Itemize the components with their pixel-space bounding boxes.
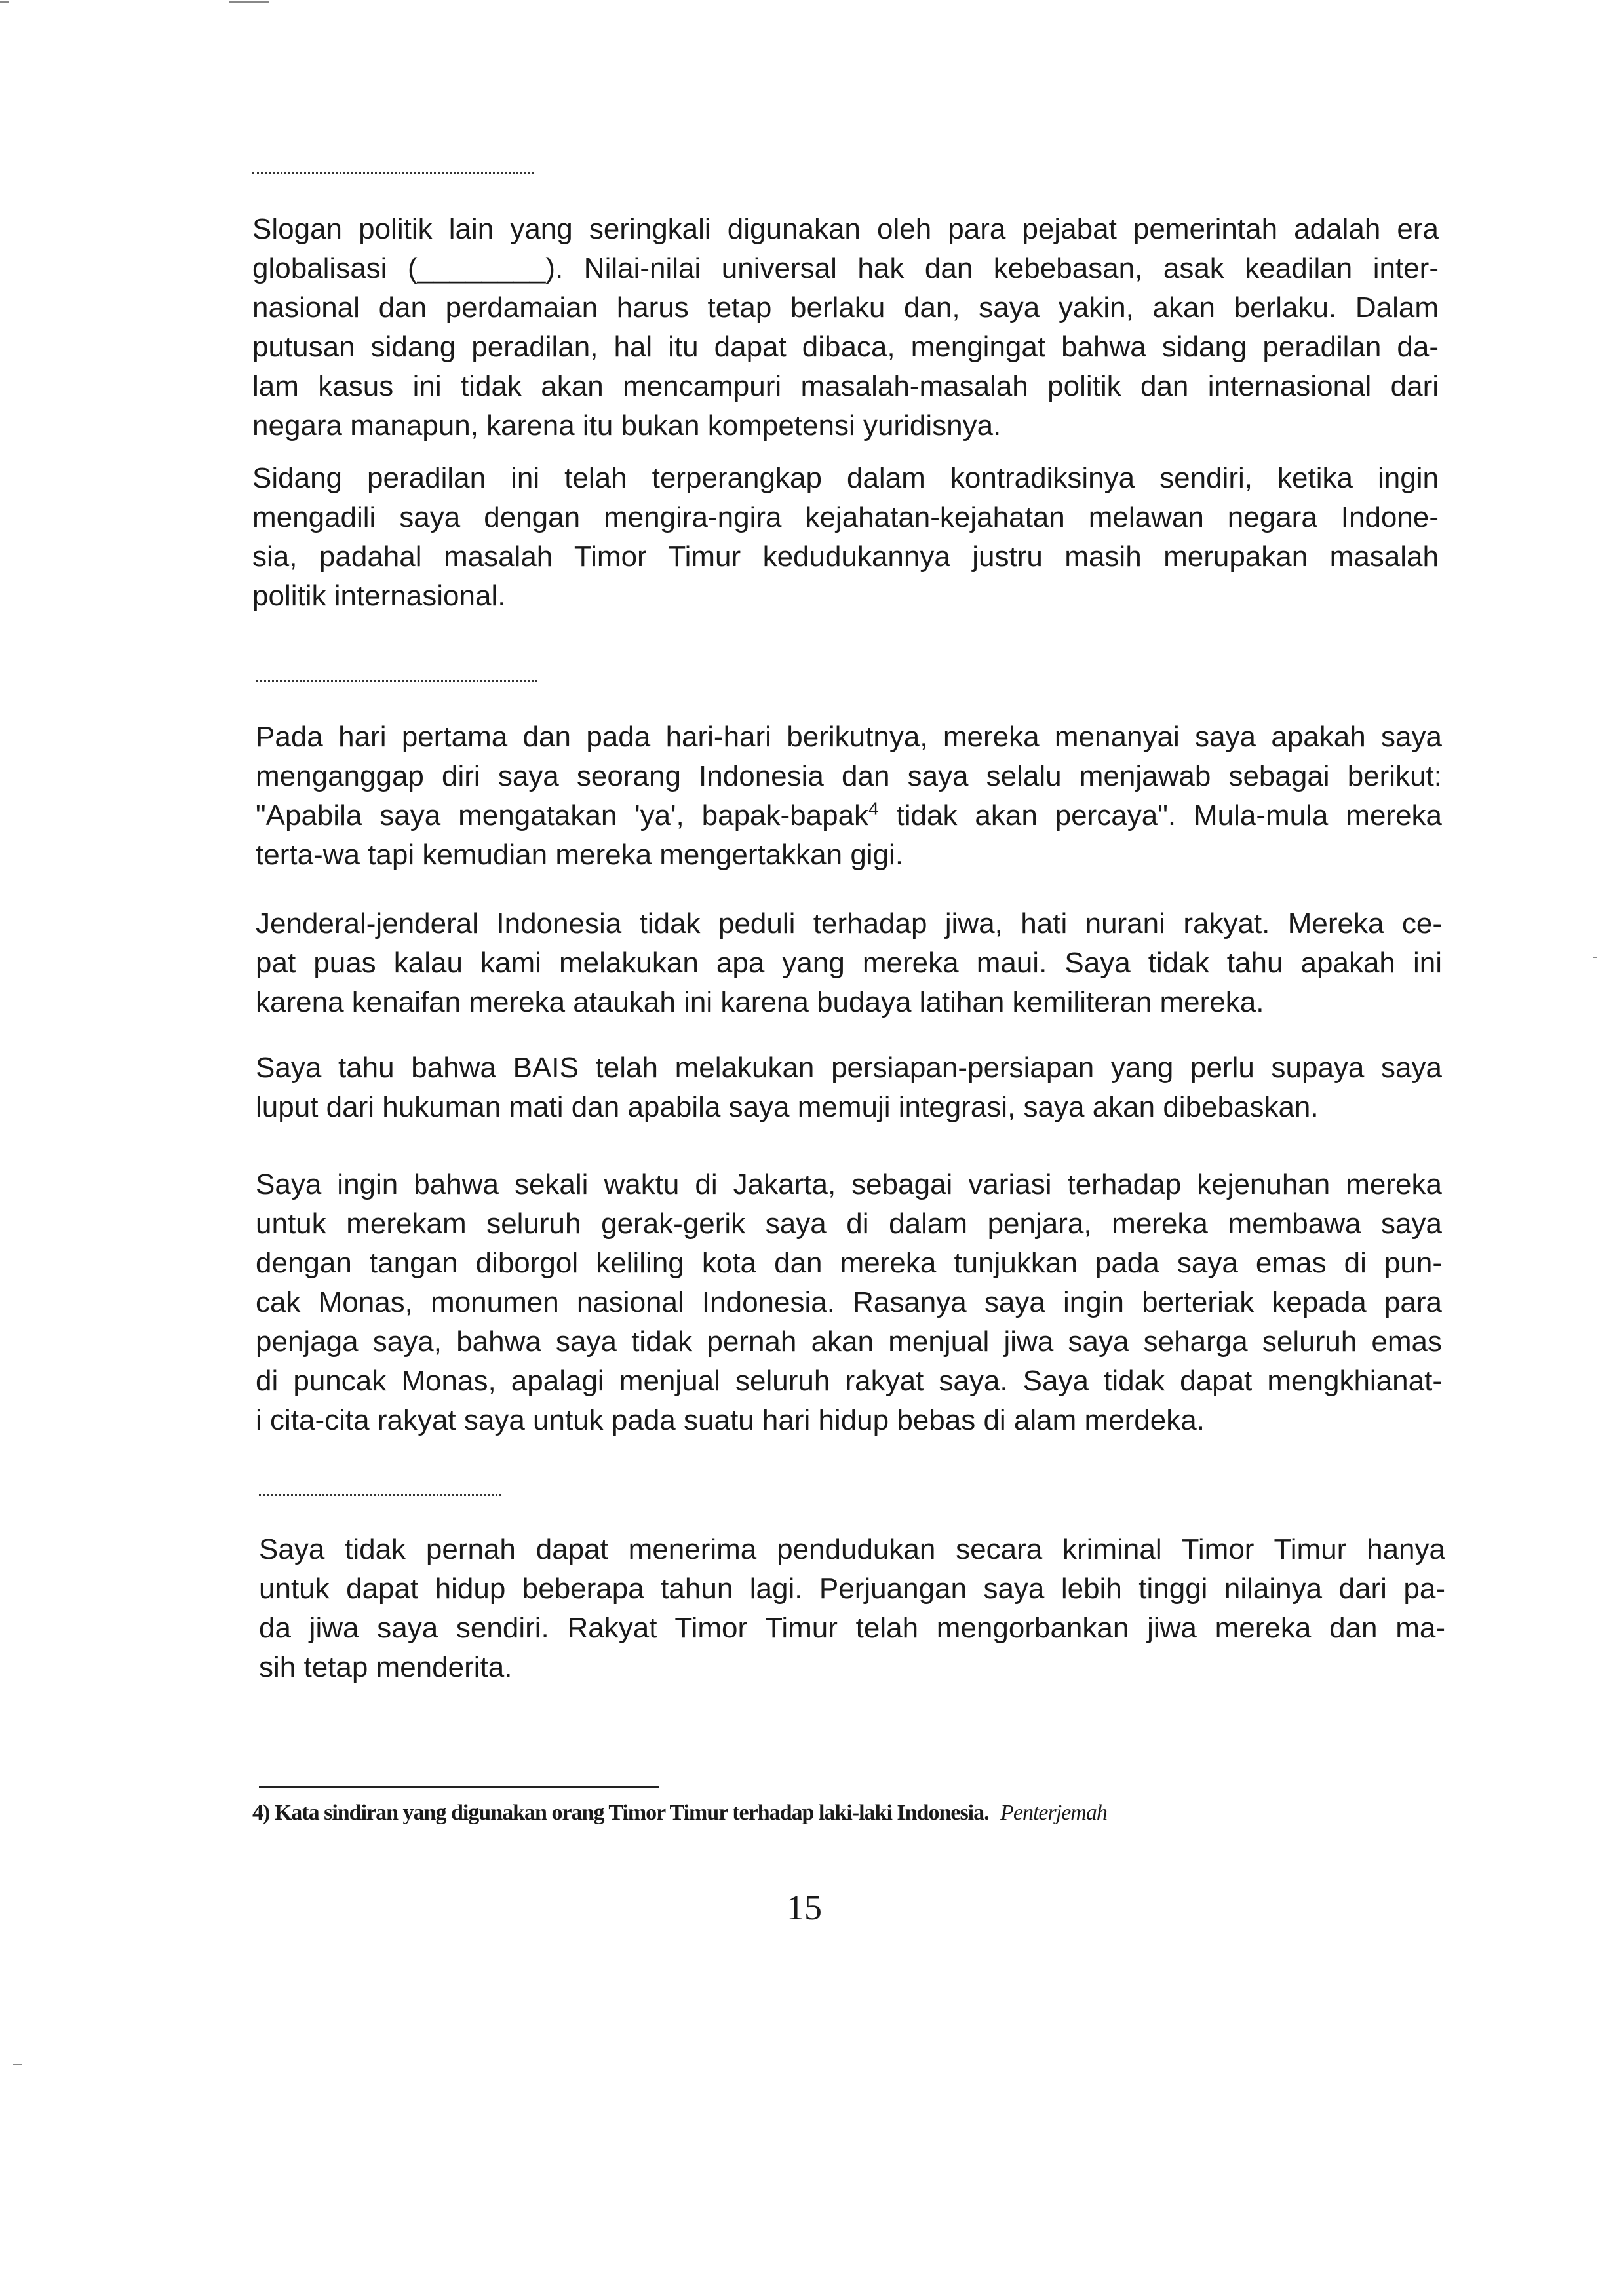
text-line: nasional dan perdamaian harus tetap berlaku dan, saya yakin, akan berlaku. Dalam — [252, 292, 1439, 324]
paragraph-4 — [256, 904, 1442, 1022]
text-line: cak Monas, monumen nasional Indonesia. Rasanya saya ingin berteriak kepada para — [256, 1286, 1442, 1318]
text-line: sia, padahal masalah Timor Timur kedudukannya justru masih merupakan masalah — [252, 541, 1439, 573]
text-line: da jiwa saya sendiri. Rakyat Timor Timur telah mengorbankan jiwa mereka dan ma- — [259, 1612, 1445, 1644]
text-line: negara manapun, karena itu bukan kompetensi yuridisnya. — [252, 410, 1002, 442]
footnote-reference: 4 — [868, 798, 879, 819]
section-divider — [256, 680, 537, 682]
text-line: untuk dapat hidup beberapa tahun lagi. Perjuangan saya lebih tinggi nilainya dari pa- — [259, 1573, 1445, 1605]
text-line: untuk merekam seluruh gerak-gerik saya di dalam penjara, mereka membawa saya — [256, 1208, 1442, 1240]
section-divider — [259, 1494, 501, 1496]
paragraph-2 — [252, 459, 1439, 616]
text-line: sih tetap menderita. — [259, 1651, 513, 1683]
text-line: Saya tahu bahwa BAIS telah melakukan persiapan-persiapan yang perlu supaya saya — [256, 1052, 1442, 1084]
text-line: mengadili saya dengan mengira-ngira kejahatan-kejahatan melawan negara Indone- — [252, 501, 1439, 533]
footnote-credit: Penterjemah — [1000, 1801, 1107, 1825]
text-line: di puncak Monas, apalagi menjual seluruh rakyat saya. Saya tidak dapat mengkhianat- — [256, 1365, 1442, 1397]
footnote-separator — [259, 1786, 659, 1788]
text-line: dengan tangan diborgol keliling kota dan mereka tunjukkan pada saya emas di pun- — [256, 1247, 1442, 1279]
text-line: terta-wa tapi kemudian mereka mengertakkan gigi. — [256, 839, 904, 871]
text-line: Sidang peradilan ini telah terperangkap dalam kontradiksinya sendiri, ketika ingin — [252, 462, 1439, 494]
paragraph-1 — [252, 210, 1439, 446]
paragraph-3 — [256, 718, 1442, 875]
text-line: Saya tidak pernah dapat menerima pendudukan secara kriminal Timor Timur hanya — [259, 1533, 1445, 1565]
text-line-with-footnote-ref — [256, 796, 1442, 835]
text-line: luput dari hukuman mati dan apabila saya memuji integrasi, saya akan dibebaskan. — [256, 1091, 1319, 1123]
footnote-text: Kata sindiran yang digunakan orang Timor Timur terhadap laki-laki Indonesia. — [274, 1801, 989, 1825]
text-line: Pada hari pertama dan pada hari-hari berikutnya, mereka menanyai saya apakah saya — [256, 721, 1442, 753]
scan-edge-mark-top-right — [229, 1, 269, 3]
section-divider — [252, 172, 534, 174]
paragraph-5 — [256, 1048, 1442, 1127]
text-line: i cita-cita rakyat saya untuk pada suatu hari hidup bebas di alam merdeka. — [256, 1404, 1205, 1436]
text-line: Slogan politik lain yang seringkali digunakan oleh para pejabat pemerintah adalah era — [252, 213, 1439, 245]
text-line: Jenderal-jenderal Indonesia tidak peduli terhadap jiwa, hati nurani rakyat. Mereka ce- — [256, 908, 1442, 940]
text-line: lam kasus ini tidak akan mencampuri masalah-masalah politik dan internasional dari — [252, 370, 1439, 402]
text-line: Saya ingin bahwa sekali waktu di Jakarta, sebagai variasi terhadap kejenuhan mereka — [256, 1168, 1442, 1200]
text-segment: tidak akan percaya". Mula-mula mereka — [878, 799, 1443, 832]
text-line: penjaga saya, bahwa saya tidak pernah akan menjual jiwa saya seharga seluruh emas — [256, 1326, 1442, 1358]
page-number: 15 — [787, 1888, 822, 1927]
scan-artifact-mark — [13, 2064, 22, 2065]
text-line: pat puas kalau kami melakukan apa yang mereka maui. Saya tidak tahu apakah ini — [256, 947, 1442, 979]
text-line: putusan sidang peradilan, hal itu dapat dibaca, mengingat bahwa sidang peradilan da- — [252, 331, 1439, 363]
text-line: politik internasional. — [252, 580, 506, 612]
text-segment: "Apabila saya mengatakan 'ya', bapak-bapak — [256, 799, 869, 832]
footnote — [252, 1801, 1107, 1826]
text-line: globalisasi (________). Nilai-nilai universal hak dan kebebasan, asak keadilan inter- — [252, 252, 1439, 284]
text-line: menganggap diri saya seorang Indonesia dan saya selalu menjawab sebagai berikut: — [256, 760, 1442, 792]
footnote-marker: 4) — [252, 1801, 270, 1825]
paragraph-7 — [259, 1530, 1445, 1687]
text-line: karena kenaifan mereka ataukah ini karena budaya latihan kemiliteran mereka. — [256, 986, 1264, 1018]
scan-artifact-mark — [1593, 957, 1597, 958]
scan-edge-mark-top — [0, 1, 9, 3]
paragraph-6 — [256, 1165, 1442, 1440]
